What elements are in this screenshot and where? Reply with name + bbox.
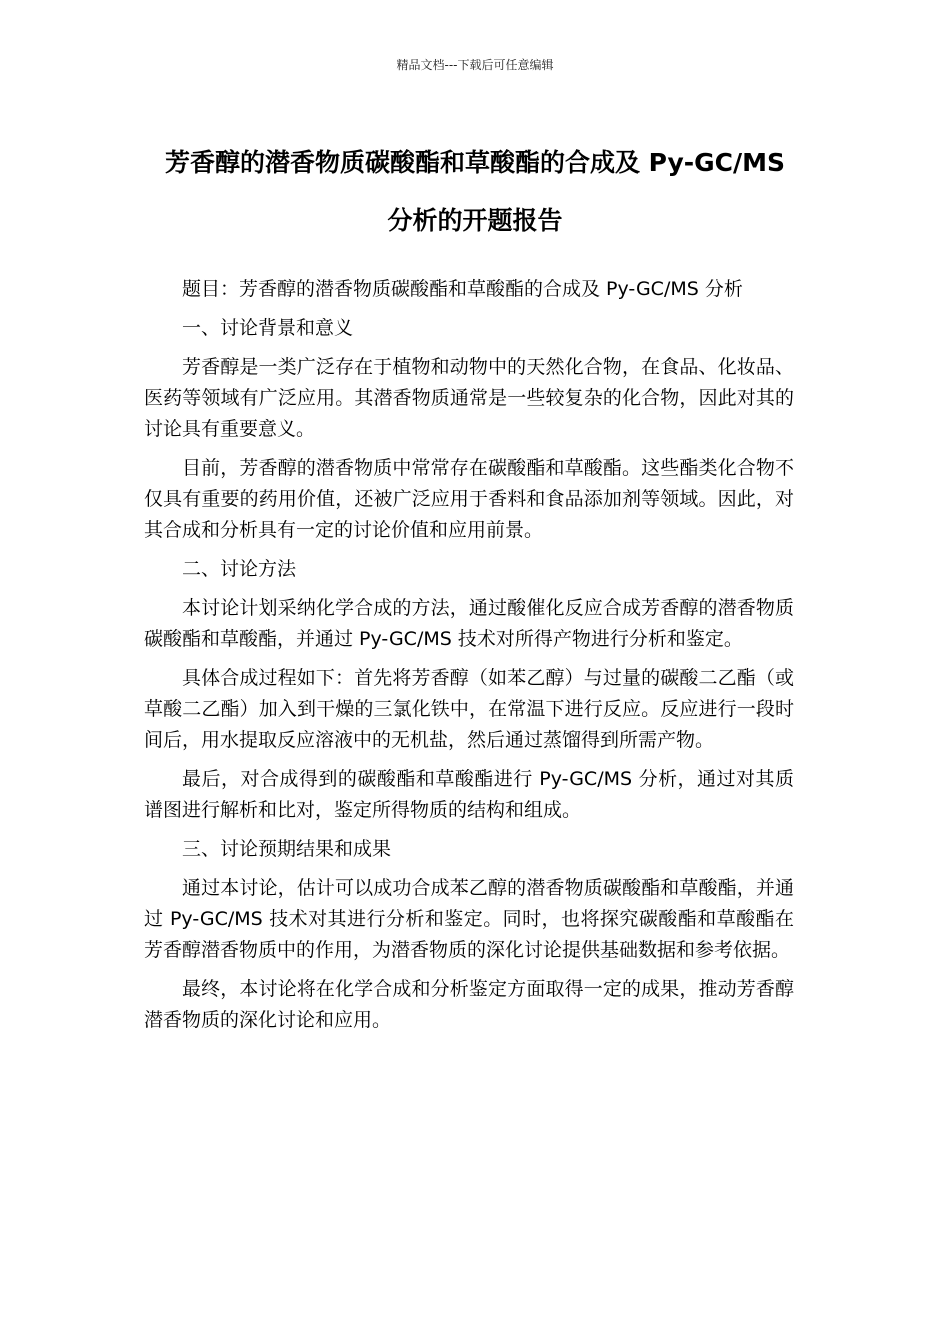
- section-heading-background: 一、讨论背景和意义: [182, 317, 354, 339]
- paragraph: 通过本讨论，估计可以成功合成苯乙醇的潜香物质碳酸酯和草酸酯，并通过 Py-GC/MS 技术对其进行分析和鉴定。同时，也将探究碳酸酯和草酸酯在芳香醇潜香物质中的作用，为潜香物质的深化讨论提供基础数据和参考依据。: [144, 877, 794, 961]
- paragraph: 具体合成过程如下：首先将芳香醇（如苯乙醇）与过量的碳酸二乙酯（或草酸二乙酯）加入到干燥的三氯化铁中，在常温下进行反应。反应进行一段时间后，用水提取反应溶液中的无机盐，然后通过蒸馏得到所需产物。: [144, 667, 794, 751]
- section-heading-expected-results: 三、讨论预期结果和成果: [182, 838, 392, 860]
- subject-line: 题目：芳香醇的潜香物质碳酸酯和草酸酯的合成及 Py-GC/MS 分析: [182, 278, 743, 300]
- paragraph: 本讨论计划采纳化学合成的方法，通过酸催化反应合成芳香醇的潜香物质碳酸酯和草酸酯，并通过 Py-GC/MS 技术对所得产物进行分析和鉴定。: [144, 597, 794, 650]
- document-body: [144, 274, 794, 1044]
- paragraph: 目前，芳香醇的潜香物质中常常存在碳酸酯和草酸酯。这些酯类化合物不仅具有重要的药用价值，还被广泛应用于香料和食品添加剂等领域。因此，对其合成和分析具有一定的讨论价值和应用前景。: [144, 457, 794, 541]
- paragraph: 最后，对合成得到的碳酸酯和草酸酯进行 Py-GC/MS 分析，通过对其质谱图进行解析和比对，鉴定所得物质的结构和组成。: [144, 768, 794, 821]
- document-title: 芳香醇的潜香物质碳酸酯和草酸酯的合成及 Py-GC/MS 分析的开题报告: [164, 148, 786, 235]
- paragraph: 芳香醇是一类广泛存在于植物和动物中的天然化合物，在食品、化妆品、医药等领域有广泛应用。其潜香物质通常是一些较复杂的化合物，因此对其的讨论具有重要意义。: [144, 356, 794, 440]
- section-heading-methods: 二、讨论方法: [182, 558, 297, 580]
- paragraph: 最终，本讨论将在化学合成和分析鉴定方面取得一定的成果，推动芳香醇潜香物质的深化讨论和应用。: [144, 978, 794, 1031]
- header-note: 精品文档---下载后可任意编辑: [396, 58, 554, 72]
